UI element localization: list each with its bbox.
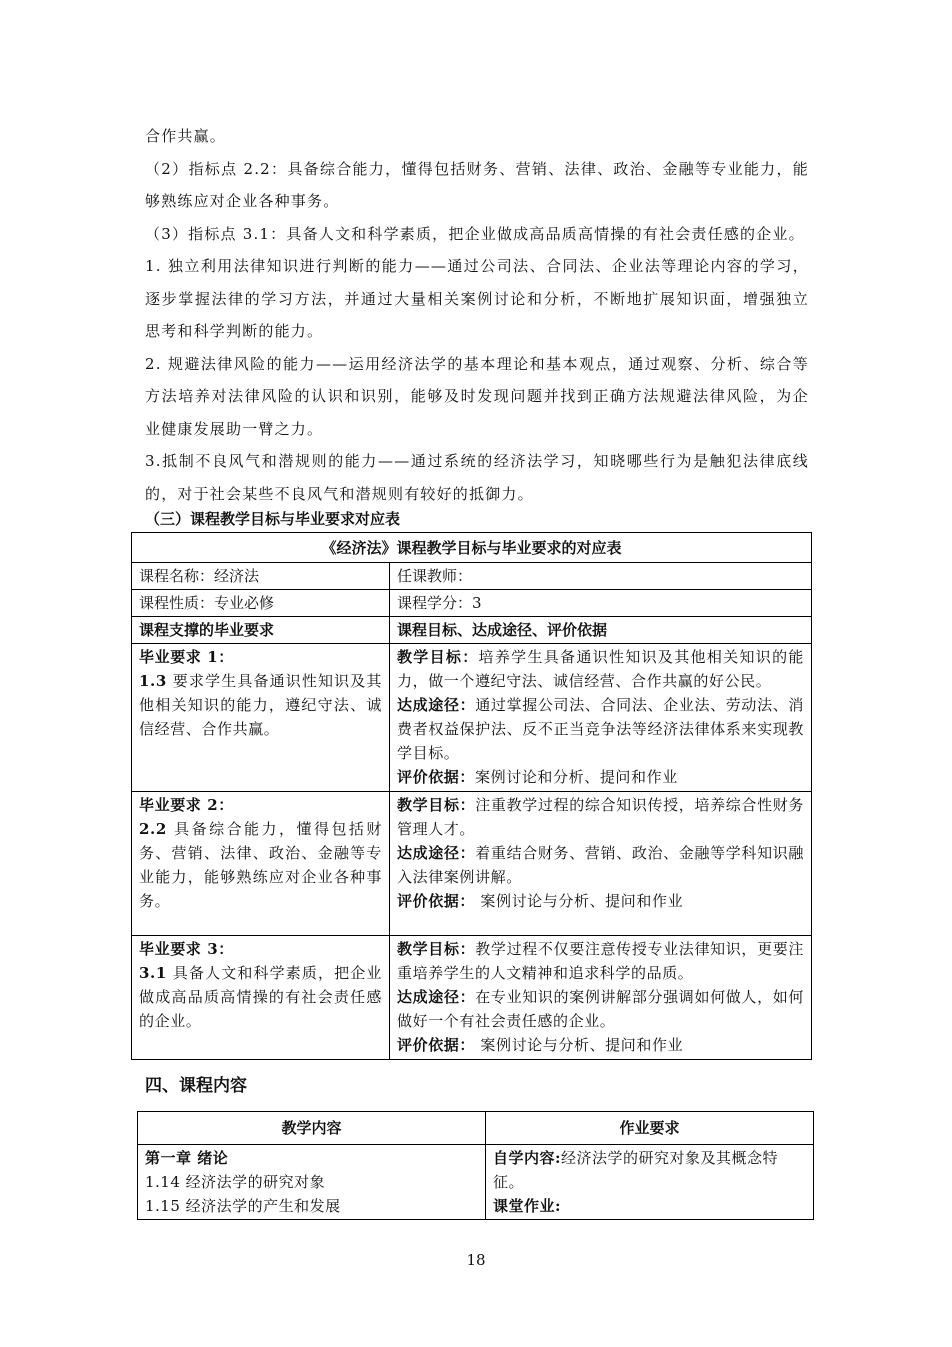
table-row	[132, 644, 812, 792]
requirement-title: 毕业要求 2：	[139, 796, 234, 814]
paragraph: 合作共赢。	[145, 127, 227, 145]
body-text	[145, 120, 809, 510]
path-label: 达成途径：	[397, 988, 476, 1006]
teacher: 任课教师：	[390, 563, 812, 590]
self-study-label: 自学内容:	[493, 1149, 562, 1167]
course-credits: 课程学分：3	[390, 590, 812, 617]
goal-text: 培养学生具备通识性知识及其他相关知识的能力，做一个遵纪守法、诚信经营、合作共赢的好公民。	[397, 648, 804, 690]
paragraph: （3）指标点 3.1：具备人文和科学素质，把企业做成高品质高情操的有社会责任感的企业。	[145, 224, 805, 243]
goal-text: 教学过程不仅要注意传授专业法律知识，更要注重培养学生的人文精神和追求科学的品质。	[397, 940, 804, 982]
requirement-code: 2.2	[139, 820, 167, 838]
paragraph: （2）指标点 2.2：具备综合能力，懂得包括财务、营销、法律、政治、金融等专业能力，能够熟练应对企业各种事务。	[145, 159, 809, 210]
requirement-text: 具备人文和科学素质，把企业做成高品质高情操的有社会责任感的企业。	[139, 964, 382, 1030]
table-row	[132, 792, 812, 936]
course-nature: 课程性质：专业必修	[132, 590, 390, 617]
path-text: 在专业知识的案例讲解部分强调如何做人，如何做好一个有社会责任感的企业。	[397, 988, 804, 1030]
goal-text: 注重教学过程的综合知识传授，培养综合性财务管理人才。	[397, 796, 804, 838]
paragraph: 2. 规避法律风险的能力——运用经济法学的基本理论和基本观点，通过观察、分析、综合等方法培养对法律风险的认识和识别，能够及时发现问题并找到正确方法规避法律风险，为企业健康发展助一臂之力。	[145, 354, 809, 438]
requirement-code: 3.1	[139, 964, 167, 982]
column-header: 作业要求	[486, 1112, 814, 1145]
eval-label: 评价依据：	[397, 1036, 476, 1054]
requirement-text: 要求学生具备通识性知识及其他相关知识的能力，遵纪守法、诚信经营、合作共赢。	[139, 672, 382, 738]
column-header: 教学内容	[138, 1112, 486, 1145]
section-heading: （三）课程教学目标与毕业要求对应表	[145, 510, 401, 528]
table-row	[132, 936, 812, 1060]
page-number: 18	[466, 1251, 486, 1269]
content-table	[137, 1111, 814, 1220]
eval-text: 案例讨论与分析、提问和作业	[475, 1036, 684, 1054]
section-heading: 四、课程内容	[145, 1076, 247, 1096]
column-header: 课程支撑的毕业要求	[132, 617, 390, 644]
requirement-text: 具备综合能力，懂得包括财务、营销、法律、政治、金融等专业能力，能够熟练应对企业各种事务。	[139, 820, 382, 910]
goal-label: 教学目标：	[397, 940, 476, 958]
goal-label: 教学目标：	[397, 648, 479, 666]
eval-label: 评价依据：	[397, 892, 476, 910]
classwork-label: 课堂作业:	[493, 1197, 562, 1215]
eval-text: 案例讨论与分析、提问和作业	[475, 892, 684, 910]
list-item: 1.15 经济法学的产生和发展	[145, 1197, 341, 1215]
table-row	[138, 1145, 814, 1220]
requirement-code: 1.3	[139, 672, 167, 690]
column-header: 课程目标、达成途径、评价依据	[390, 617, 812, 644]
goal-label: 教学目标：	[397, 796, 476, 814]
path-label: 达成途径：	[397, 696, 476, 714]
chapter-title: 第一章 绪论	[145, 1149, 229, 1167]
eval-text: 案例讨论和分析、提问和作业	[475, 768, 678, 786]
self-study-text: 经济法学的研究对象及其概念特征。	[493, 1149, 779, 1191]
course-name: 课程名称：经济法	[132, 563, 390, 590]
table-title: 《经济法》课程教学目标与毕业要求的对应表	[132, 533, 812, 563]
path-text: 着重结合财务、营销、政治、金融等学科知识融入法律案例讲解。	[397, 844, 804, 886]
objectives-table	[131, 532, 812, 1060]
requirement-title: 毕业要求 1：	[139, 648, 234, 666]
path-label: 达成途径：	[397, 844, 476, 862]
paragraph: 1. 独立利用法律知识进行判断的能力——通过公司法、合同法、企业法等理论内容的学习，逐步掌握法律的学习方法，并通过大量相关案例讨论和分析，不断地扩展知识面，增强独立思考和科学判断的能力。	[145, 257, 809, 340]
eval-label: 评价依据：	[397, 768, 476, 786]
requirement-title: 毕业要求 3：	[139, 940, 234, 958]
path-text: 通过掌握公司法、合同法、企业法、劳动法、消费者权益保护法、反不正当竞争法等经济法律体系来实现教学目标。	[397, 696, 805, 762]
paragraph: 3.抵制不良风气和潜规则的能力——通过系统的经济法学习，知晓哪些行为是触犯法律底线的，对于社会某些不良风气和潜规则有较好的抵御力。	[145, 452, 809, 503]
list-item: 1.14 经济法学的研究对象	[145, 1173, 326, 1191]
